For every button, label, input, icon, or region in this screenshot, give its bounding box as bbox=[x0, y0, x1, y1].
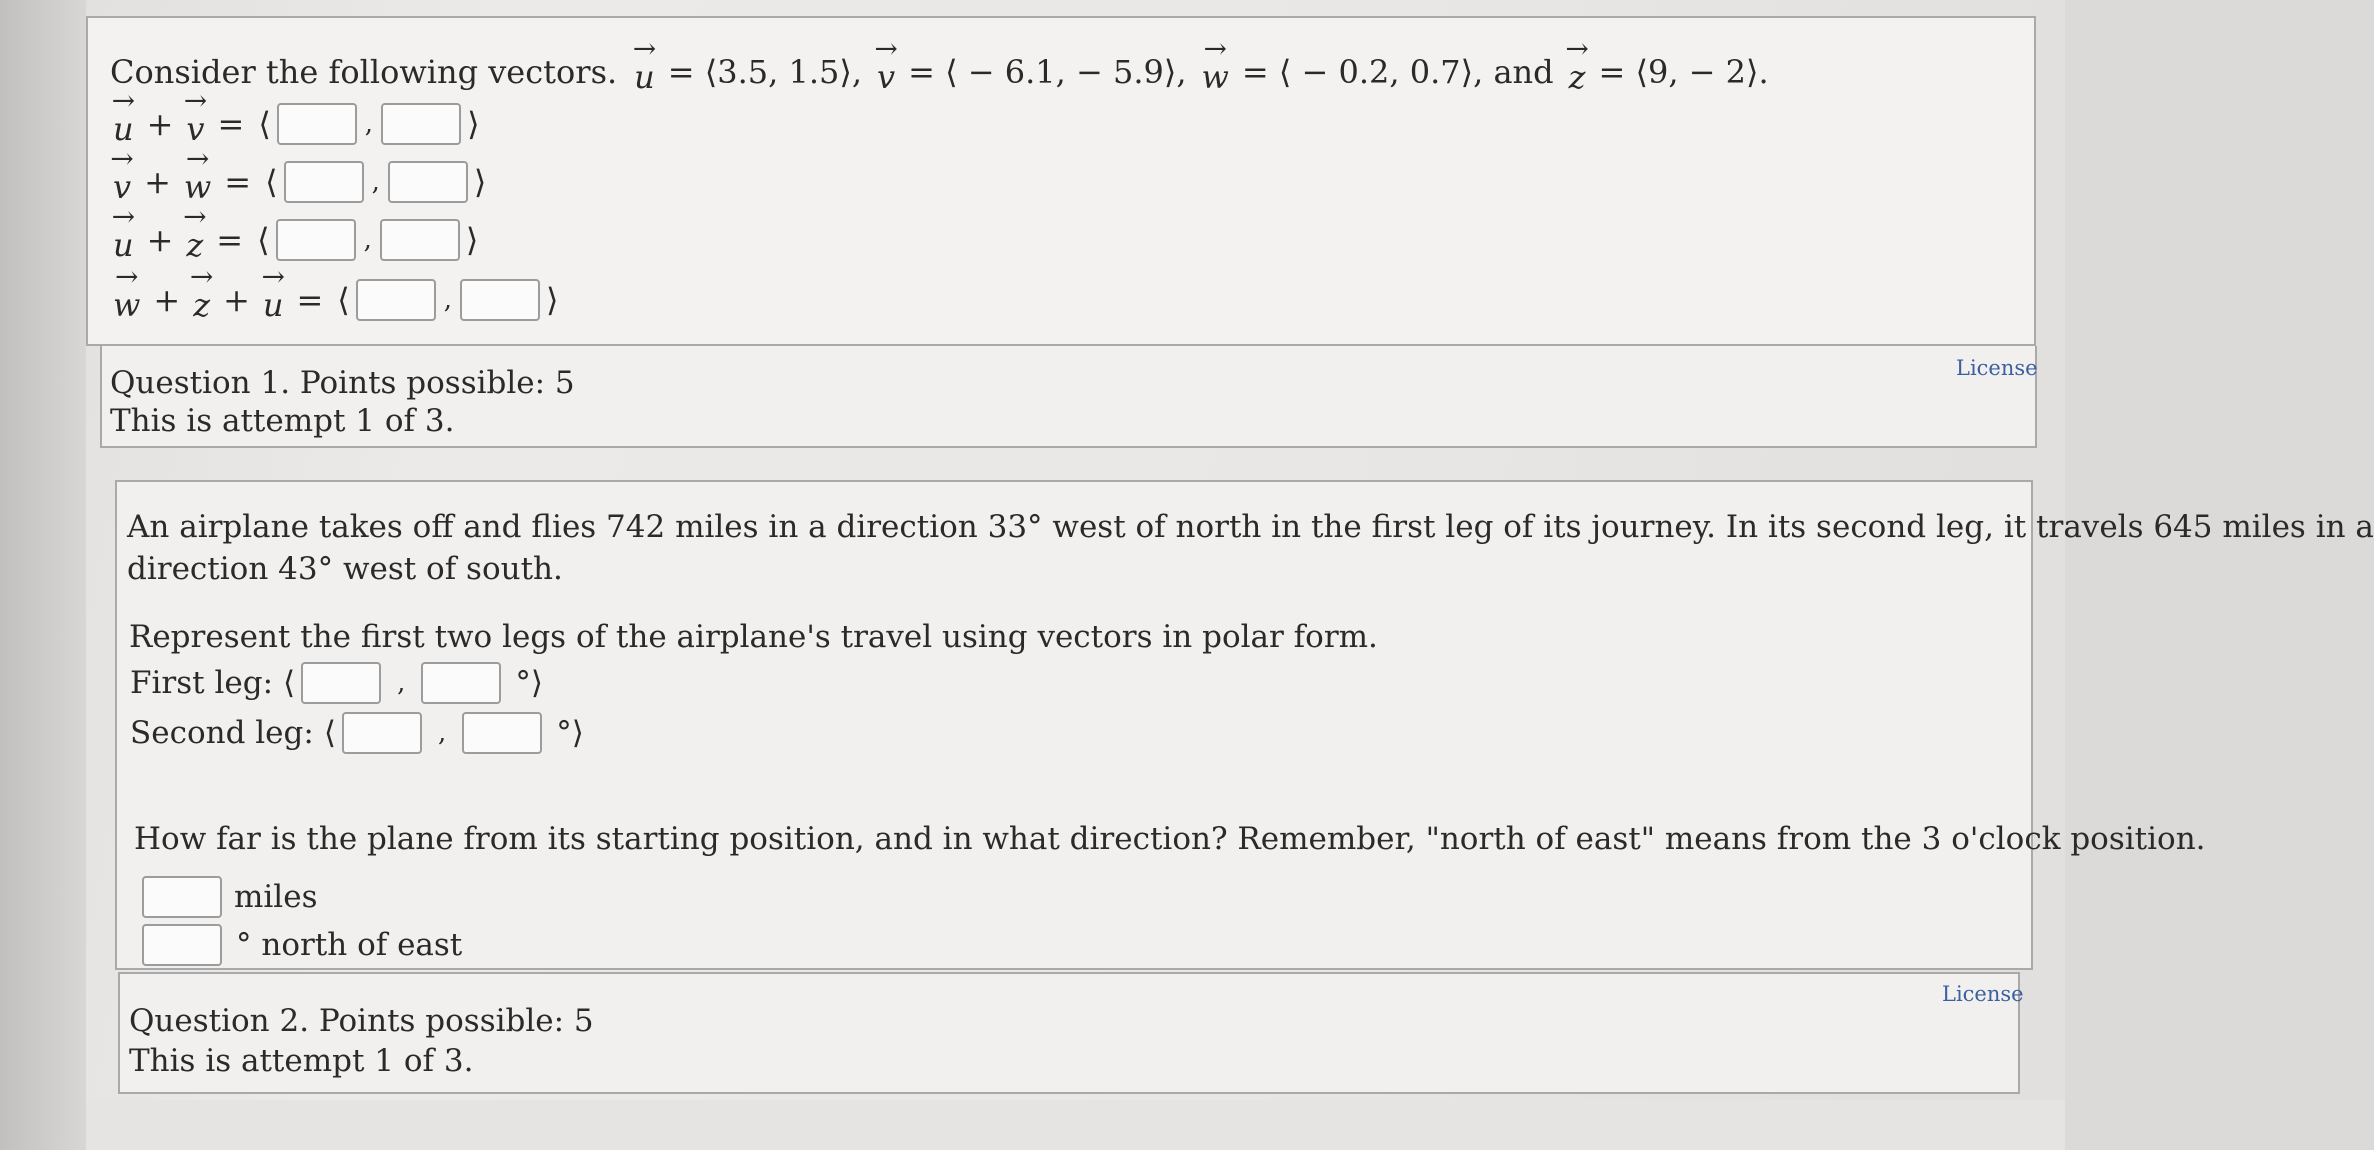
plus-sign: + bbox=[146, 105, 174, 143]
vector-w-value: = ⟨ − 0.2, 0.7⟩, and bbox=[1241, 53, 1554, 91]
vector-w-symbol: → w bbox=[181, 168, 214, 206]
comma: , bbox=[371, 167, 380, 197]
right-angle-bracket: ⟩ bbox=[473, 163, 487, 201]
plus-sign: + bbox=[144, 163, 171, 201]
right-angle-bracket: ⟩ bbox=[467, 105, 480, 143]
vector-v-symbol: → v bbox=[110, 168, 134, 206]
sum-v-plus-w-row bbox=[110, 158, 490, 206]
u-plus-v-x-input[interactable] bbox=[277, 103, 357, 145]
distance-row bbox=[140, 876, 317, 918]
question-2-points: Question 2. Points possible: 5 bbox=[129, 1003, 594, 1039]
comma: , bbox=[363, 225, 372, 255]
right-angle-bracket: ⟩ bbox=[546, 281, 559, 319]
left-angle-bracket: ⟨ bbox=[337, 281, 350, 319]
problem-paragraph-line-2: direction 43° west of south. bbox=[127, 551, 563, 587]
vector-z-symbol: → z bbox=[1566, 58, 1589, 96]
bottom-page-area bbox=[86, 1100, 2065, 1150]
vector-v-symbol: → v bbox=[874, 58, 898, 96]
question-1-points: Question 1. Points possible: 5 bbox=[110, 365, 575, 401]
left-gutter bbox=[0, 0, 86, 1150]
vector-w-symbol: → w bbox=[1199, 58, 1232, 96]
miles-label: miles bbox=[234, 879, 318, 915]
vector-u-symbol: → u bbox=[631, 58, 658, 96]
north-of-east-label: ° north of east bbox=[236, 927, 463, 963]
comma: , bbox=[443, 285, 453, 315]
question-2-attempt: This is attempt 1 of 3. bbox=[129, 1043, 474, 1079]
problem-paragraph-line-1: An airplane takes off and flies 742 miles in a direction 33° west of north in the first leg of its journey. In its second leg, it travels 645 miles in a bbox=[127, 509, 2374, 545]
vector-z-symbol: → z bbox=[190, 286, 213, 324]
distance-miles-input[interactable] bbox=[142, 876, 222, 918]
vector-u-symbol: → u bbox=[110, 110, 137, 148]
direction-degrees-input[interactable] bbox=[142, 924, 222, 966]
first-leg-magnitude-input[interactable] bbox=[301, 662, 381, 704]
first-leg-row bbox=[130, 662, 543, 704]
vector-u-value: = ⟨3.5, 1.5⟩, bbox=[667, 53, 863, 91]
v-plus-w-x-input[interactable] bbox=[284, 161, 364, 203]
represent-prompt: Represent the first two legs of the airplane's travel using vectors in polar form. bbox=[129, 619, 1378, 655]
second-leg-row bbox=[130, 712, 584, 754]
comma: , bbox=[397, 668, 406, 698]
vector-w-symbol: → w bbox=[110, 286, 143, 324]
vector-v-symbol: → v bbox=[183, 110, 207, 148]
equals-sign: = bbox=[224, 163, 252, 201]
plus-sign: + bbox=[146, 221, 174, 259]
w-plus-z-plus-u-y-input[interactable] bbox=[460, 279, 540, 321]
second-leg-label: Second leg: bbox=[130, 715, 314, 751]
equals-sign: = bbox=[217, 105, 245, 143]
degree-close: °⟩ bbox=[556, 715, 584, 751]
vector-v-value: = ⟨ − 6.1, − 5.9⟩, bbox=[908, 53, 1187, 91]
second-leg-angle-input[interactable] bbox=[462, 712, 542, 754]
left-angle-bracket: ⟨ bbox=[323, 715, 336, 751]
vectors-definition-line bbox=[110, 48, 1769, 96]
comma: , bbox=[437, 718, 447, 748]
first-leg-angle-input[interactable] bbox=[421, 662, 501, 704]
left-angle-bracket: ⟨ bbox=[258, 105, 271, 143]
degree-close: °⟩ bbox=[515, 665, 543, 701]
equals-sign: = bbox=[216, 221, 244, 259]
sum-u-plus-z-row bbox=[110, 216, 482, 264]
plus-sign: + bbox=[223, 281, 250, 319]
plus-sign: + bbox=[153, 281, 181, 319]
distance-prompt: How far is the plane from its starting position, and in what direction? Remember, "north of east" means from the 3 o'clock position. bbox=[134, 821, 2206, 857]
left-angle-bracket: ⟨ bbox=[257, 221, 270, 259]
u-plus-z-x-input[interactable] bbox=[276, 219, 356, 261]
vector-z-value: = ⟨9, − 2⟩. bbox=[1598, 53, 1769, 91]
second-leg-magnitude-input[interactable] bbox=[342, 712, 422, 754]
vector-z-symbol: → z bbox=[183, 226, 206, 264]
question-1-attempt: This is attempt 1 of 3. bbox=[110, 403, 455, 439]
w-plus-z-plus-u-x-input[interactable] bbox=[356, 279, 436, 321]
intro-text: Consider the following vectors. bbox=[110, 53, 618, 91]
vector-u-symbol: → u bbox=[110, 226, 137, 264]
u-plus-z-y-input[interactable] bbox=[380, 219, 460, 261]
first-leg-label: First leg: bbox=[130, 665, 274, 701]
comma: , bbox=[364, 109, 374, 139]
left-angle-bracket: ⟨ bbox=[265, 163, 278, 201]
right-angle-bracket: ⟩ bbox=[465, 221, 479, 259]
vector-u-symbol: → u bbox=[260, 286, 287, 324]
equals-sign: = bbox=[296, 281, 324, 319]
sum-u-plus-v-row bbox=[110, 100, 484, 148]
left-angle-bracket: ⟨ bbox=[283, 665, 296, 701]
question-2-license-link[interactable]: License bbox=[1942, 982, 2024, 1006]
direction-row bbox=[140, 924, 462, 966]
question-1-license-link[interactable]: License bbox=[1956, 356, 2038, 380]
sum-w-plus-z-plus-u-row bbox=[110, 276, 563, 324]
u-plus-v-y-input[interactable] bbox=[381, 103, 461, 145]
v-plus-w-y-input[interactable] bbox=[388, 161, 468, 203]
